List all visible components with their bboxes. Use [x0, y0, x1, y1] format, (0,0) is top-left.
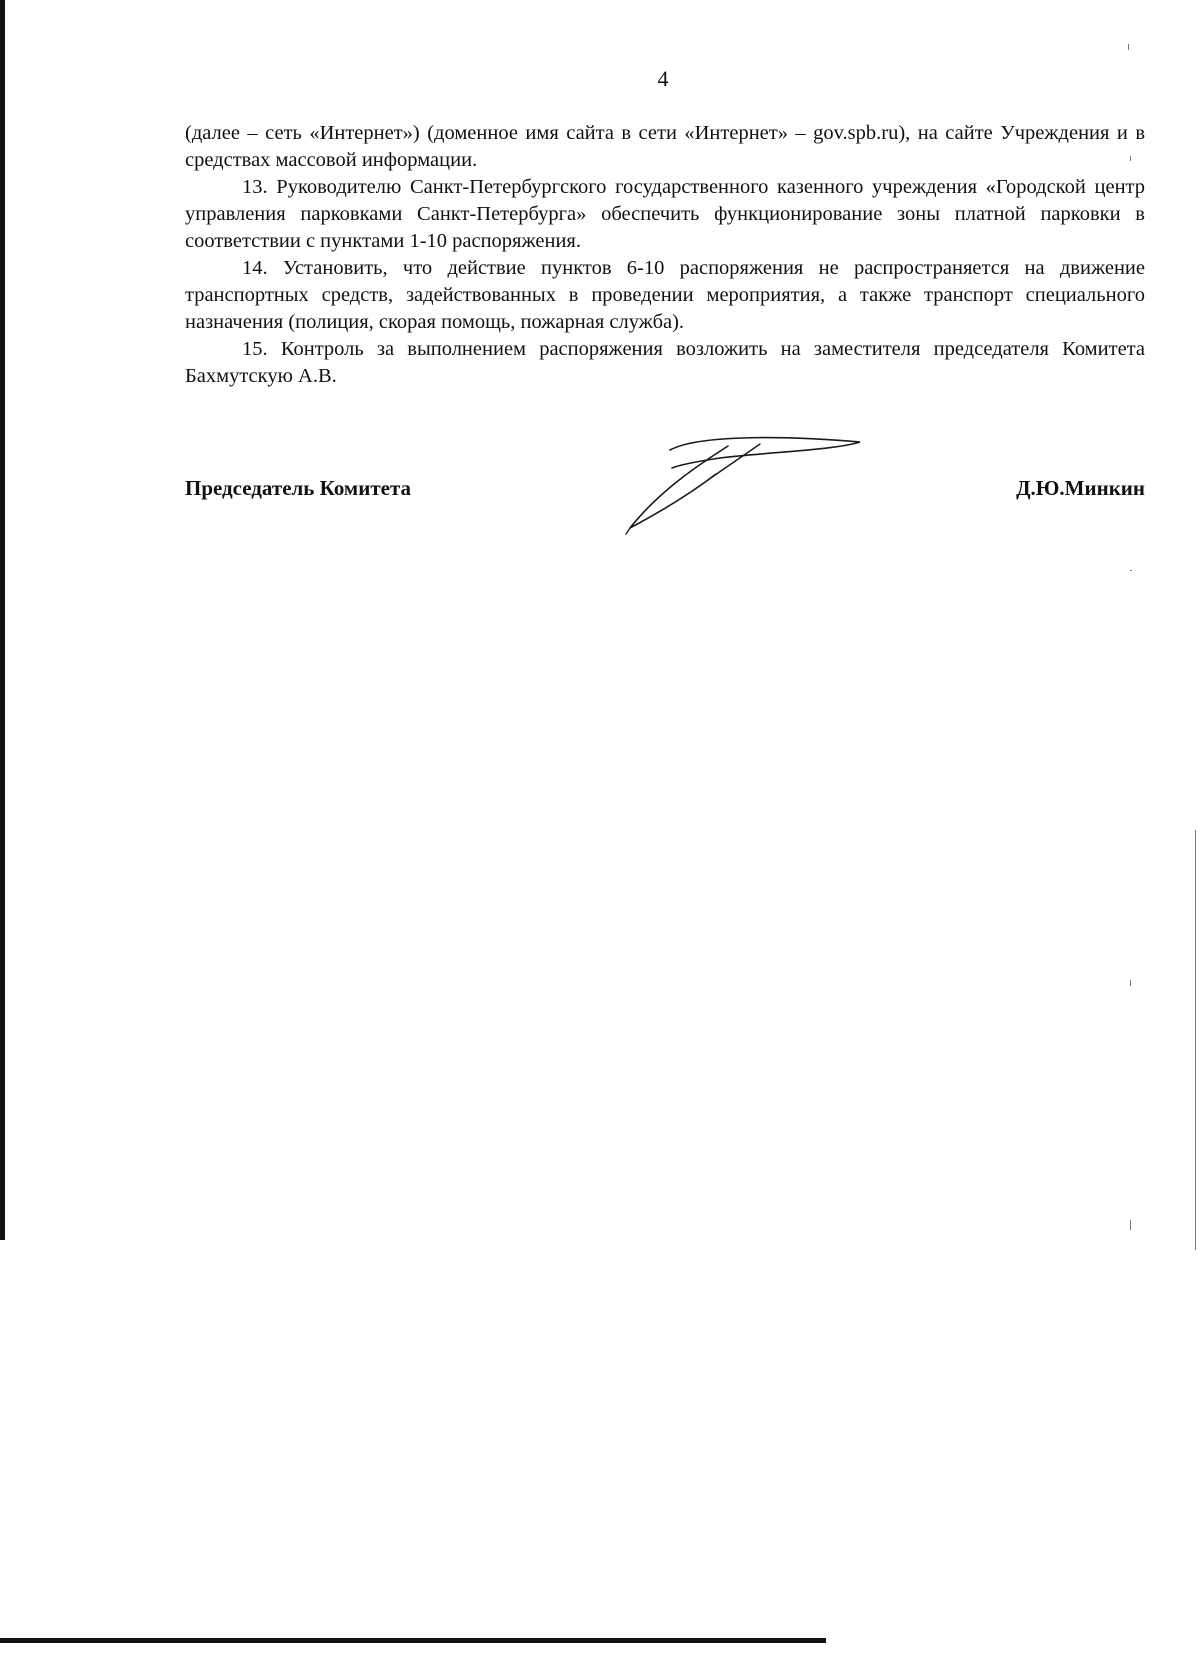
paragraph: 15. Контроль за выполнением распоряжения возложить на заместителя председателя Комитета Бахмутскую А.В.: [185, 338, 1145, 387]
document-body: [185, 120, 1145, 390]
scan-speck: [1195, 830, 1196, 1250]
scan-speck: [1130, 980, 1131, 986]
scan-edge-left: [0, 0, 5, 1240]
page-number: 4: [657, 66, 669, 91]
signer-position: Председатель Комитета: [185, 476, 412, 500]
signature-block: [185, 476, 1145, 506]
signer-name: Д.Ю.Минкин: [1016, 476, 1145, 500]
scan-speck: [1130, 1220, 1131, 1230]
paragraph: (далее – сеть «Интернет») (доменное имя сайта в сети «Интернет» – gov.spb.ru), на сайте Учреждения и в средствах массовой информации.: [185, 122, 1145, 171]
paragraph: 14. Установить, что действие пунктов 6-10 распоряжения не распространяется на движение транспортных средств, задействованных в проведении мероприятия, а также транспорт специального назначения (полиция, скорая помощь, пожарная служба).: [185, 257, 1145, 333]
scan-edge-bottom: [0, 1638, 826, 1643]
scan-speck: [1130, 570, 1132, 571]
paragraph: 13. Руководителю Санкт-Петербургского государственного казенного учреждения «Городской центр управления парковками Санкт-Петербурга» обеспечить функционирование зоны платной парковки в соответствии с пунктами 1-10 распоряжения.: [185, 176, 1145, 252]
scan-speck: [1128, 44, 1129, 50]
